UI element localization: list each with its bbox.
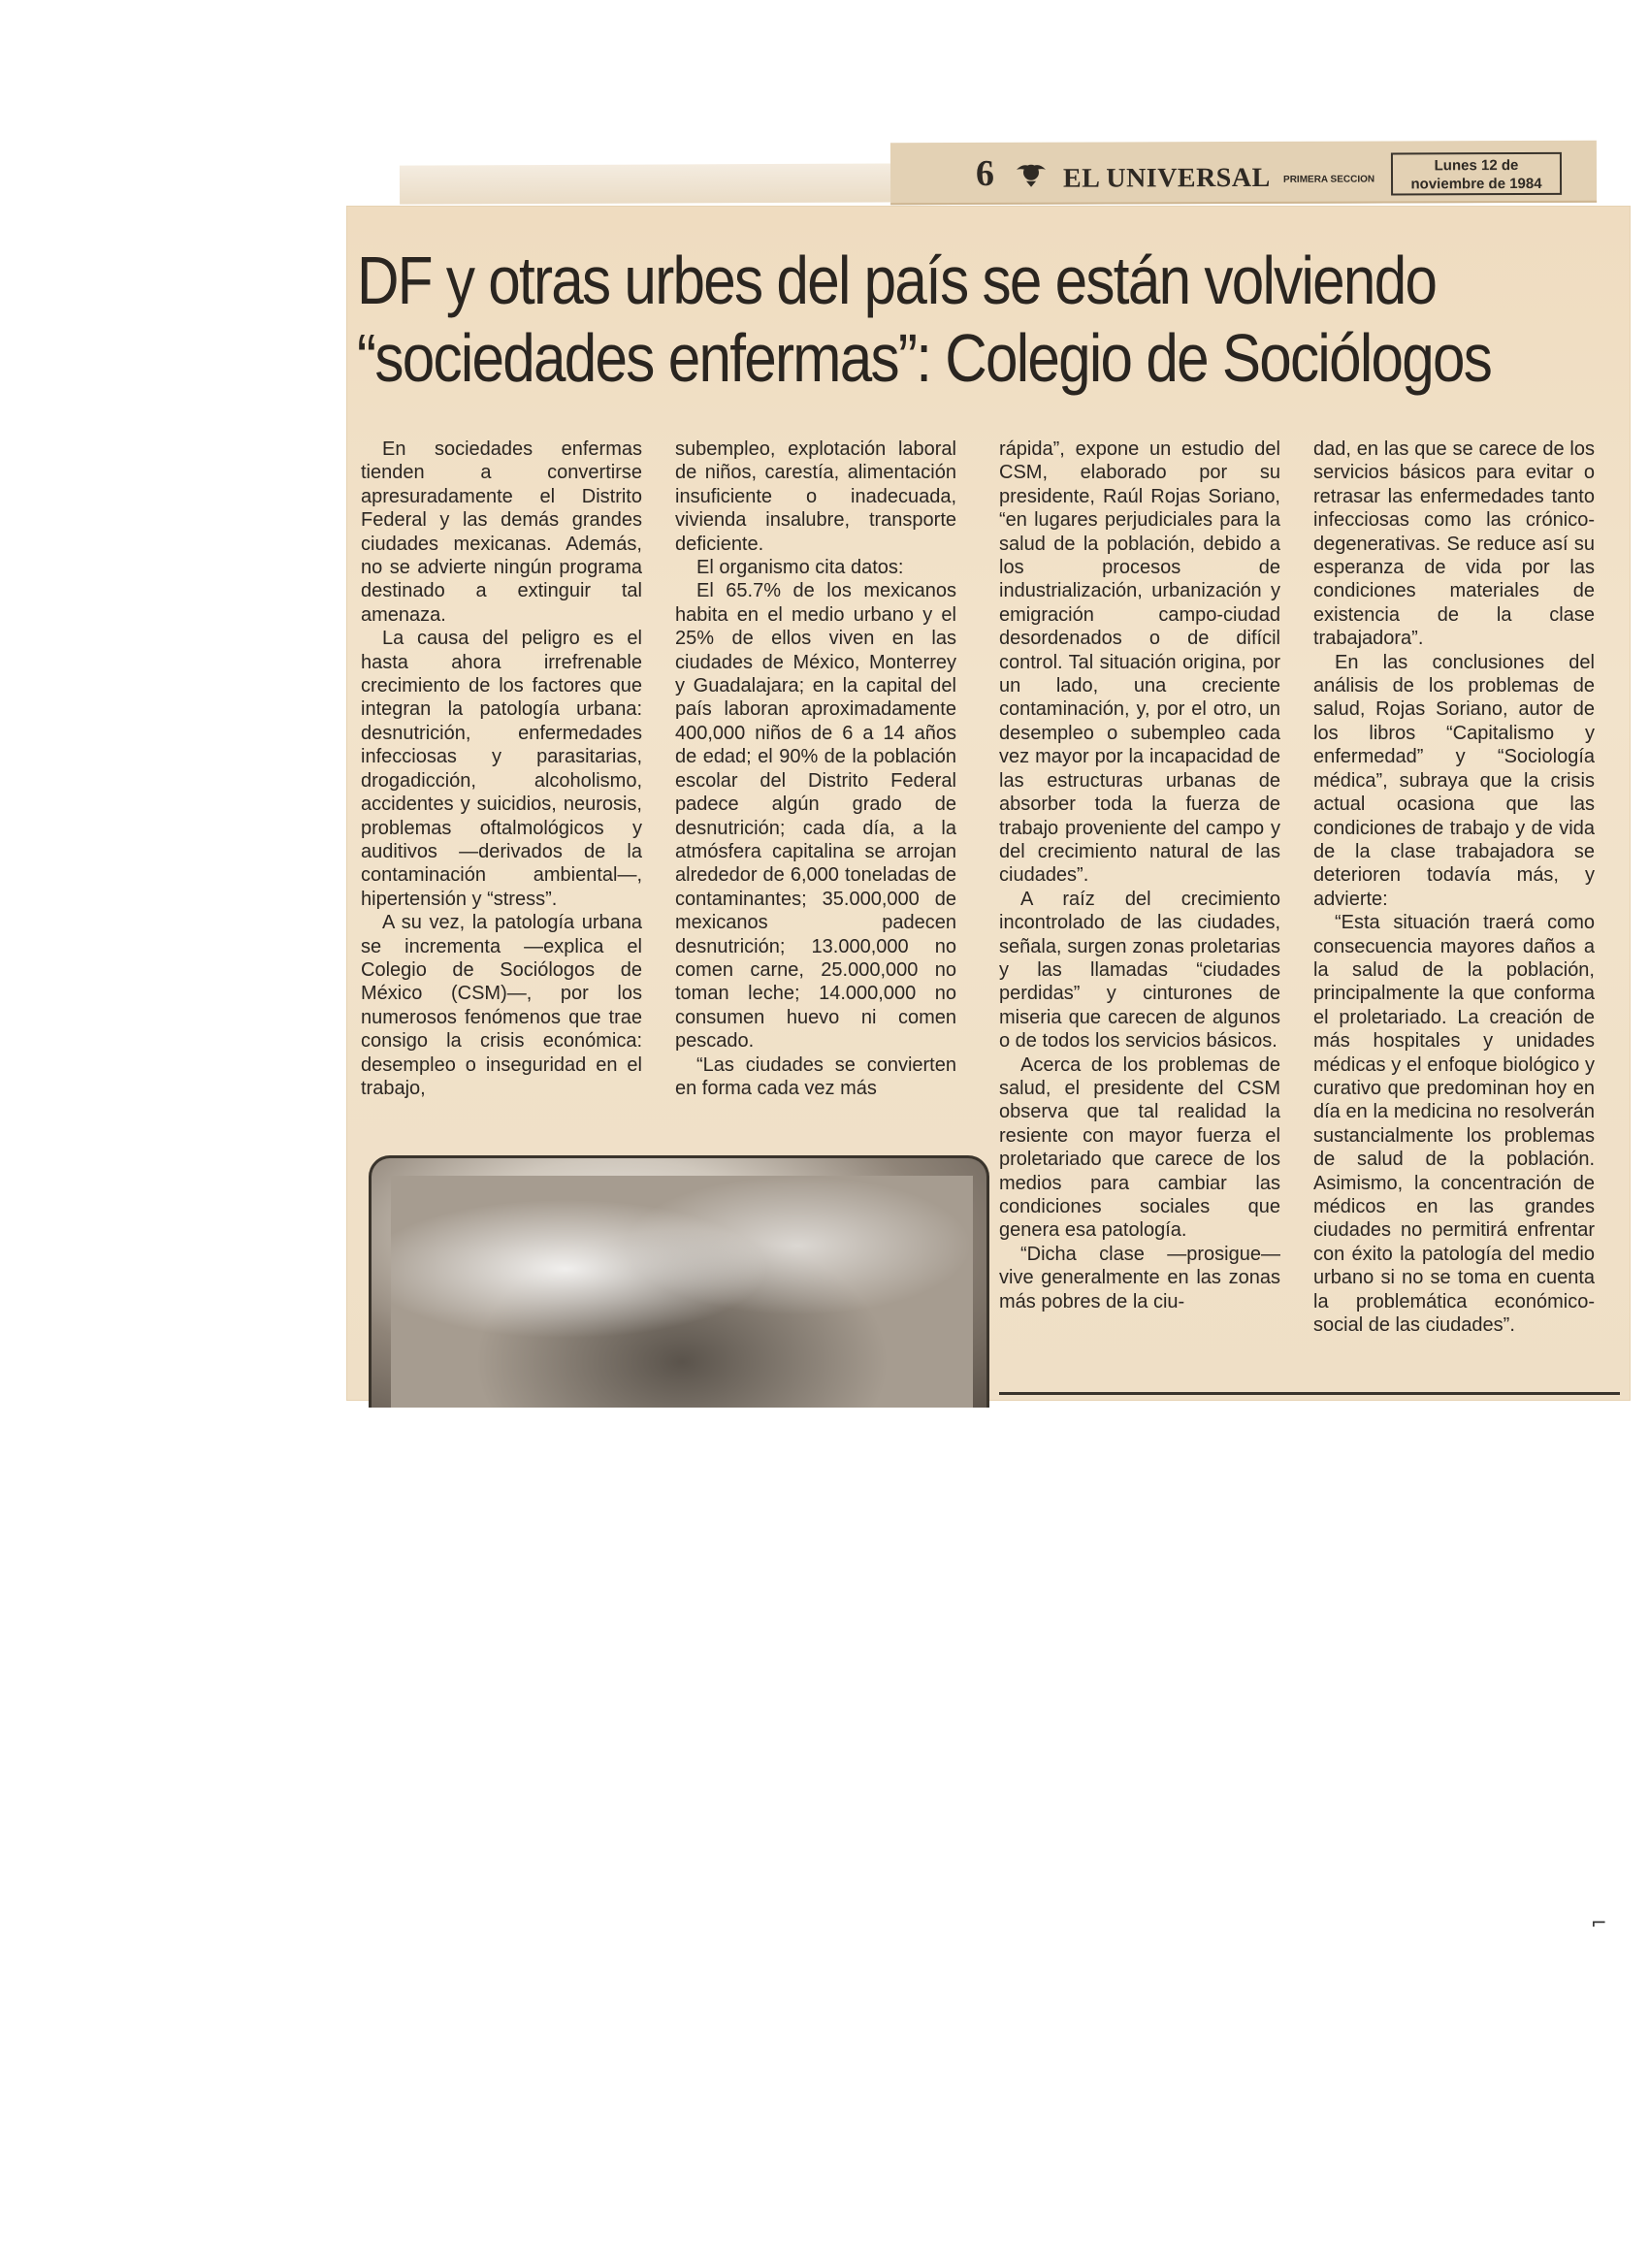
article-clipping [347, 207, 1630, 1400]
date-box [1391, 152, 1562, 196]
article-column-3 [999, 437, 1280, 1313]
page-number: 6 [975, 152, 995, 194]
newspaper-name: EL UNIVERSAL [1062, 162, 1271, 194]
photo-image [391, 1176, 973, 1408]
headline-line-1: DF y otras urbes del país se están volviendo [357, 243, 1437, 318]
paragraph: Acerca de los problemas de salud, el presidente del CSM observa que tal realidad la resiente con mayor fuerza el proletariado que carece de los medios para cambiar las condiciones sociales que genera esa patología. [999, 1053, 1280, 1242]
bleed-through-text [386, 212, 1589, 242]
headline-line-2: “sociedades enfermas”: Colegio de Sociólogos [357, 320, 1492, 396]
article-column-4 [1313, 437, 1595, 1337]
section-label: PRIMERA SECCION [1283, 174, 1375, 185]
globe-photo-icon [369, 1155, 989, 1408]
paragraph: En las conclusiones del análisis de los problemas de salud, Rojas Soriano, autor de los libros “Capitalismo y enfermedad” y “Sociología médica”, subraya que la crisis actual ocasiona que las condiciones de trabajo y de vida de la clase trabajadora se deterioren todavía más, y advierte: [1313, 651, 1595, 910]
paragraph: En sociedades enfermas tienden a convertirse apresuradamente el Distrito Federal y las demás grandes ciudades mexicanas. Además, no se advierte ningún programa destinado a extinguir tal amenaza. [361, 438, 642, 626]
paragraph: subempleo, explotación laboral de niños, carestía, alimentación insuficiente o inadecuada, vivienda insalubre, transporte deficiente. [675, 438, 956, 555]
paragraph: La causa del peligro es el hasta ahora irrefrenable crecimiento de los factores que integran la patología urbana: desnutrición, enfermedades infecciosas y parasitarias, drogadicción, alcoholismo, accidentes y suicidios, neurosis, problemas oftalmológicos y auditivos —derivados de la contaminación ambiental—, hipertensión y “stress”. [361, 628, 642, 910]
masthead [890, 141, 1597, 206]
date-line-1: Lunes 12 de [1434, 157, 1519, 175]
eagle-logo-icon [1015, 156, 1048, 189]
article-column-2 [675, 437, 956, 1100]
paragraph: A raíz del crecimiento incontrolado de las ciudades, señala, surgen zonas proletarias y las llamadas “ciudades perdidas” y cinturones de miseria que carecen de algunos o de todos los servicios básicos. [999, 888, 1280, 1053]
paragraph: rápida”, expone un estudio del CSM, elaborado por su presidente, Raúl Rojas Soriano, “en lugares perjudiciales para la salud de la población, debido a los procesos de industrialización, urbanización y emigración campo-ciudad desordenados o de difícil control. Tal situación origina, por un lado, una creciente contaminación, y, por el otro, un desempleo o subempleo cada vez mayor por la incapacidad de las estructuras urbanas de absorber toda la fuerza de trabajo proveniente del campo y del crecimiento natural de las ciudades”. [999, 438, 1280, 887]
paragraph: El 65.7% de los mexicanos habita en el medio urbano y el 25% de ellos viven en las ciudades de México, Monterrey y Guadalajara; en la capital del país laboran aproximadamente 400,000 niños de 6 a 14 años de edad; el 90% de la población escolar del Distrito Federal padece algún grado de desnutrición; cada día, a la atmósfera capitalina se arrojan alrededor de 6,000 toneladas de contaminantes; 35.000,000 de mexicanos padecen desnutrición; 13.000,000 no comen carne, 25.000,000 no toman leche; 14.000,000 no consumen huevo ni comen pescado. [675, 580, 956, 1053]
column-divider-rule [999, 1392, 1620, 1395]
paragraph: dad, en las que se carece de los servicios básicos para evitar o retrasar las enfermedades tanto infecciosas como las crónico-degenerativas. Se reduce así su esperanza de vida por las condiciones materiales de existencia de la clase trabajadora”. [1313, 438, 1595, 650]
article-column-1 [361, 437, 642, 1100]
paragraph: “Las ciudades se convierten en forma cada vez más [675, 1053, 956, 1099]
article-headline [357, 242, 1492, 397]
paragraph: El organismo cita datos: [696, 557, 904, 579]
date-line-2: noviembre de 1984 [1410, 175, 1542, 193]
paragraph: “Esta situación traerá como consecuencia mayores daños a la salud de la población, principalmente la que conforma el proletariado. La creación de más hospitales y unidades médicas y el enfoque biológico y curativo que predominan hoy en día en la medicina no resolverán sustancialmente los problemas de salud de la población. Asimismo, la concentración de médicos en las grandes ciudades no permitirá enfrentar con éxito la patología del medio urbano si no se toma en cuenta la problemática económico-social de las ciudades”. [1313, 912, 1595, 1337]
corner-mark-icon: ⌐ [1591, 1911, 1607, 1934]
paragraph: A su vez, la patología urbana se incrementa —explica el Colegio de Sociólogos de México (CSM)—, por los numerosos fenómenos que trae consigo la crisis económica: desempleo o inseguridad en el trabajo, [361, 912, 642, 1099]
paragraph: “Dicha clase —prosigue— vive generalmente en las zonas más pobres de la ciu- [999, 1243, 1280, 1312]
